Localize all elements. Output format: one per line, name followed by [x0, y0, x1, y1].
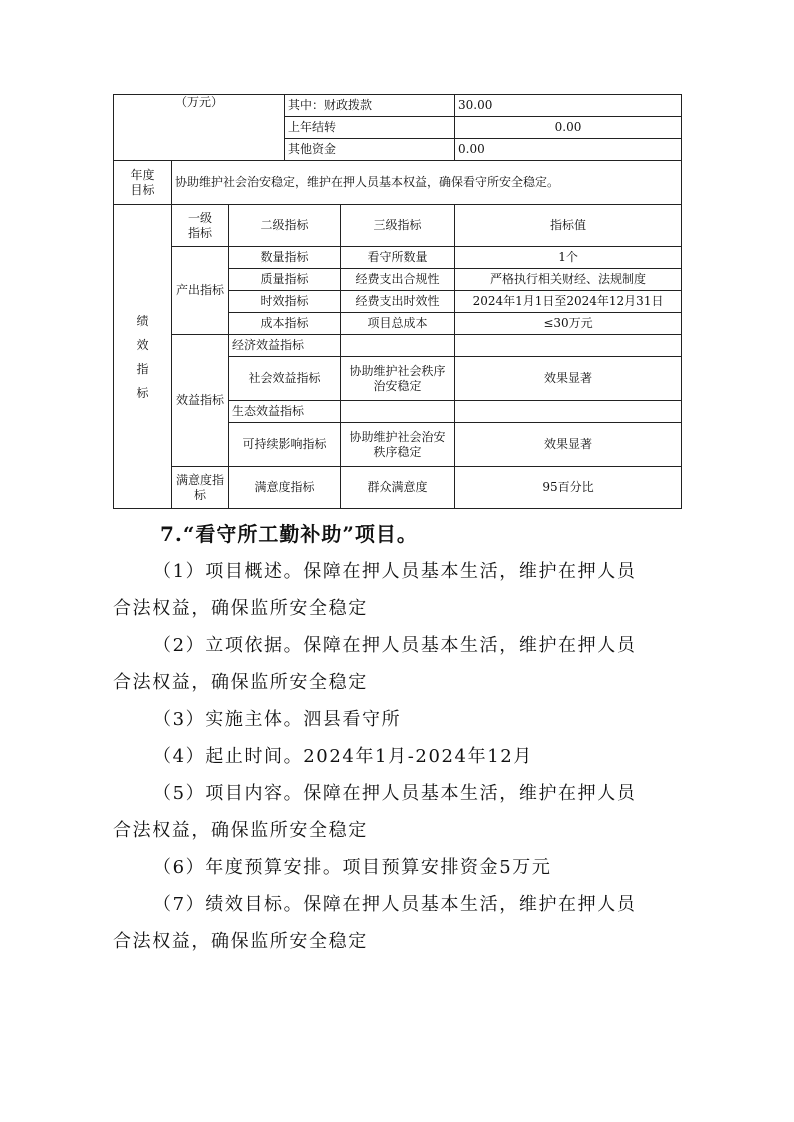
level3-cell: 看守所数量 [341, 247, 455, 269]
paragraph-line: 合法权益，确保监所安全稳定 [113, 931, 368, 952]
level3-cell [341, 335, 455, 357]
level3-cell [341, 423, 455, 467]
paragraph-text: （1）项目概述。保障在押人员基本生活，维护在押人员 [153, 561, 637, 582]
satisfaction-label-line2: 标 [193, 487, 206, 502]
paragraph-line [113, 886, 693, 923]
fund-other-label: 其他资金 [285, 139, 455, 161]
paragraph-item [113, 775, 693, 849]
level3-cell: 群众满意度 [341, 467, 455, 509]
paragraph-line [113, 627, 693, 664]
paragraph-item [113, 701, 693, 738]
satisfaction-label-line1: 满意度指 [175, 472, 224, 487]
level2-cell: 满意度指标 [229, 467, 341, 509]
value-cell: 2024年1月1日至2024年12月31日 [455, 291, 682, 313]
paragraph-item [113, 886, 693, 960]
unit-label: （万元） [114, 95, 285, 161]
level3-line1: 协助维护社会治安 [349, 429, 446, 444]
header-level1-line1: 一级 [187, 210, 212, 225]
level3-line2: 治安稳定 [373, 378, 422, 393]
level3-cell: 项目总成本 [341, 313, 455, 335]
fund-row-fiscal [114, 95, 682, 117]
perf-label-char: 效 [136, 337, 149, 352]
level3-cell [341, 357, 455, 401]
section-heading: 7.“看守所工勤补助”项目。 [160, 522, 418, 546]
perf-label-char: 标 [136, 385, 149, 400]
level3-cell: 经费支出时效性 [341, 291, 455, 313]
paragraph-line [113, 553, 693, 590]
paragraph-item [113, 738, 693, 775]
level3-line2: 秩序稳定 [373, 444, 422, 459]
header-level1-line2: 指标 [187, 225, 212, 240]
level3-cell [341, 401, 455, 423]
paragraph-line: 合法权益，确保监所安全稳定 [113, 598, 368, 619]
perf-label-char: 指 [136, 361, 149, 376]
value-cell: 效果显著 [455, 357, 682, 401]
value-cell: 效果显著 [455, 423, 682, 467]
paragraph-line [113, 775, 693, 812]
paragraph-line [113, 738, 693, 775]
annual-goal-label-line1: 年度 [130, 167, 155, 182]
level2-cell: 生态效益指标 [229, 401, 341, 423]
paragraph-item [113, 627, 693, 701]
table-row [114, 335, 682, 357]
annual-goal-text: 协助维护社会治安稳定，维护在押人员基本权益，确保看守所安全稳定。 [172, 161, 682, 205]
fund-fiscal-value: 30.00 [455, 95, 682, 117]
table-row [114, 467, 682, 509]
fund-other-value: 0.00 [455, 139, 682, 161]
annual-goal-row [114, 161, 682, 205]
level2-cell: 成本指标 [229, 313, 341, 335]
annual-goal-label [114, 161, 172, 205]
paragraph-text: （4）起止时间。2024年1月-2024年12月 [153, 746, 533, 767]
header-level2: 二级指标 [229, 205, 341, 247]
output-label: 产出指标 [172, 247, 229, 335]
fund-carry-label: 上年结转 [285, 117, 455, 139]
fund-carry-value: 0.00 [455, 117, 682, 139]
paragraph-text: （5）项目内容。保障在押人员基本生活，维护在押人员 [153, 783, 637, 804]
paragraph-text: （7）绩效目标。保障在押人员基本生活，维护在押人员 [153, 894, 637, 915]
performance-table [113, 94, 682, 509]
value-cell: ≤30万元 [455, 313, 682, 335]
paragraph-line [113, 849, 693, 886]
paragraph-text: （2）立项依据。保障在押人员基本生活，维护在押人员 [153, 635, 637, 656]
level2-cell: 可持续影响指标 [229, 423, 341, 467]
level2-cell: 社会效益指标 [229, 357, 341, 401]
value-cell [455, 335, 682, 357]
table-row [114, 247, 682, 269]
value-cell [455, 401, 682, 423]
level3-line1: 协助维护社会秩序 [349, 363, 446, 378]
level2-cell: 时效指标 [229, 291, 341, 313]
value-cell: 95百分比 [455, 467, 682, 509]
header-level3: 三级指标 [341, 205, 455, 247]
paragraph-line [113, 701, 693, 738]
paragraph-text: （3）实施主体。泗县看守所 [153, 709, 402, 730]
header-value: 指标值 [455, 205, 682, 247]
value-cell: 1个 [455, 247, 682, 269]
perf-header-row [114, 205, 682, 247]
level2-cell: 经济效益指标 [229, 335, 341, 357]
benefit-label: 效益指标 [172, 335, 229, 467]
fund-fiscal-label: 其中：财政拨款 [285, 95, 455, 117]
value-cell: 严格执行相关财经、法规制度 [455, 269, 682, 291]
level2-cell: 质量指标 [229, 269, 341, 291]
paragraph-line: 合法权益，确保监所安全稳定 [113, 820, 368, 841]
level3-cell: 经费支出合规性 [341, 269, 455, 291]
level2-cell: 数量指标 [229, 247, 341, 269]
satisfaction-label [172, 467, 229, 509]
paragraph-text: （6）年度预算安排。项目预算安排资金5万元 [153, 857, 552, 878]
paragraph-item [113, 849, 693, 886]
perf-label [114, 205, 172, 509]
header-level1 [172, 205, 229, 247]
paragraph-item [113, 553, 693, 627]
paragraph-line: 合法权益，确保监所安全稳定 [113, 672, 368, 693]
annual-goal-label-line2: 目标 [130, 182, 155, 197]
perf-label-char: 绩 [136, 313, 149, 328]
